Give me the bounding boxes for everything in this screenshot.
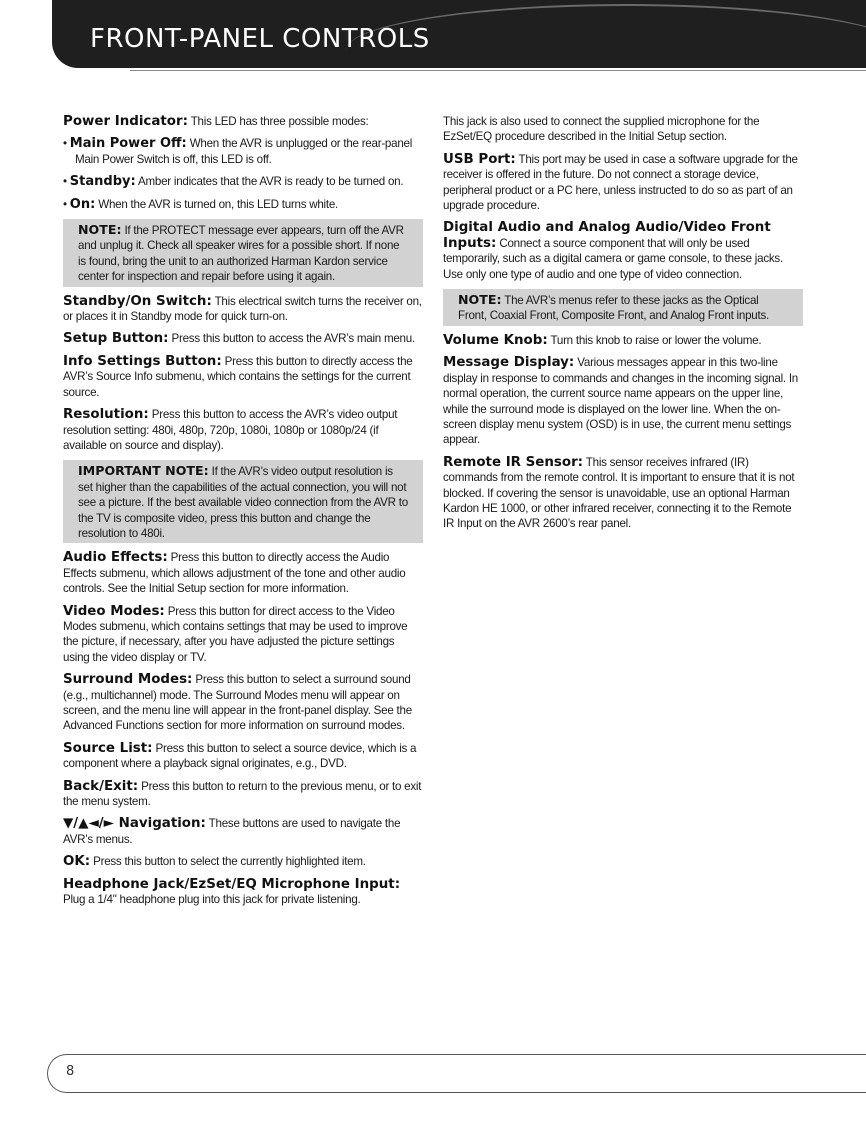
paragraph (443, 152, 803, 214)
body-text: This jack is also used to connect the supplied microphone for the EzSet/EQ procedure described in the Initial Setup section. (443, 115, 760, 144)
lead-term: OK: (63, 854, 91, 870)
body-text: This electrical switch turns the receiver on, or places it in Standby mode for quick turn-on. (63, 294, 422, 324)
body-text: Press this button for direct access to the Video Modes submenu, which contains settings that may be used to improve the picture, if necessary, after you have adjusted the picture settings using the video display or TV. (63, 604, 408, 664)
body-text: If the AVR’s video output resolution is set higher than the capabilities of the actual connection, you will not see a picture. If the best available video connection from the AVR to the TV is composite video, press this button and change the resolution to 480i. (78, 465, 408, 540)
body-text: Press this button to directly access the Audio Effects submenu, which allows adjustment of the tone and other audio controls. See the Initial Setup section for more information. (63, 551, 406, 596)
header-rule (130, 70, 866, 71)
paragraph (63, 294, 423, 325)
lead-term: Standby/On Switch: (63, 293, 212, 309)
body-text: If the PROTECT message ever appears, turn off the AVR and unplug it. Check all speaker wires for a possible short. If none is found, bring the unit to an authorized Harman Kardon service center for inspection and repair before using it again. (78, 224, 404, 284)
page-title: FRONT-PANEL CONTROLS (90, 24, 430, 54)
paragraph (63, 114, 423, 129)
page-number: 8 (66, 1064, 75, 1079)
paragraph (443, 455, 803, 532)
paragraph (63, 779, 423, 810)
lead-term: NOTE: (458, 292, 502, 308)
bullet-icon: • (63, 197, 70, 211)
body-text: Press this button to access the AVR’s main menu. (168, 332, 415, 346)
lead-term: Audio Effects: (63, 550, 168, 566)
paragraph (63, 354, 423, 400)
lead-term: Setup Button: (63, 331, 169, 347)
body-text: Press this button to directly access the AVR’s Source Info submenu, which contains the settings for the current source. (63, 354, 413, 399)
body-text: Press this button to select a surround sound (e.g., multichannel) mode. The Surround Modes menu will appear on screen, and the menu line will appear in the front-panel display. See the Advanced Functions section for more information on surround modes. (63, 673, 412, 733)
body-text: Plug a 1/4" headphone plug into this jack for private listening. (63, 893, 361, 907)
paragraph (63, 604, 423, 666)
body-text: This LED has three possible modes: (187, 115, 369, 128)
body-text: Press this button to select the currently highlighted item. (90, 855, 366, 869)
body-text: Amber indicates that the AVR is ready to be turned on. (135, 175, 404, 189)
lead-term: Main Power Off: (69, 136, 187, 152)
paragraph (63, 407, 423, 453)
bullet-item (63, 197, 423, 212)
note-box (63, 219, 423, 287)
body-text: This sensor receives infrared (IR) commands from the remote control. It is important to ensure that it is not blocked. If covering the sensor is unavoidable, use an optional Harman Kardon HE 1000, or other infrared receiver, connecting it to the Remote IR Input on the AVR 2600’s rear panel. (443, 455, 795, 531)
lead-term: Remote IR Sensor: (443, 454, 584, 470)
lead-term: Source List: (63, 740, 153, 756)
body-text: Turn this knob to raise or lower the volume. (547, 333, 762, 347)
body-text: When the AVR is unplugged or the rear-panel Main Power Switch is off, this LED is off. (75, 137, 413, 166)
left-column (63, 114, 423, 914)
page-header (52, 0, 866, 68)
lead-term: Volume Knob: (443, 332, 548, 348)
bullet-icon: • (63, 175, 70, 189)
paragraph (63, 331, 423, 346)
paragraph (63, 854, 423, 869)
lead-term: Power Indicator: (63, 114, 188, 129)
bullet-item (63, 174, 423, 189)
note-box (443, 289, 803, 326)
paragraph (443, 355, 803, 447)
lead-term: Headphone Jack/EzSet/EQ Microphone Input: (63, 876, 401, 892)
body-text: When the AVR is turned on, this LED turns white. (95, 197, 339, 211)
lead-term: Message Display: (443, 355, 575, 371)
bullet-icon: • (63, 137, 70, 151)
bullet-item (63, 136, 423, 167)
lead-term: ▼/▲◄/► Navigation: (63, 816, 206, 832)
body-text: Press this button to select a source device, which is a component where a playback signal originates, e.g., DVD. (63, 741, 417, 771)
paragraph (63, 741, 423, 772)
lead-term: IMPORTANT NOTE: (78, 463, 209, 479)
paragraph (63, 550, 423, 596)
lead-term: USB Port: (443, 151, 516, 167)
paragraph (63, 816, 423, 847)
lead-term: Back/Exit: (63, 778, 139, 794)
lead-term: On: (69, 196, 96, 212)
right-column (443, 114, 803, 539)
body-text: Various messages appear in this two-line display in response to commands and changes in the incoming signal. In normal operation, the current source name appears on the upper line, while the surround mode is displayed on the lower line. When the on-screen display menu system (OSD) is in use, the current menu settings appear. (443, 356, 799, 447)
paragraph (63, 672, 423, 734)
paragraph (443, 114, 803, 145)
lead-term: Info Settings Button: (63, 353, 222, 369)
body-text: Press this button to return to the previous menu, or to exit the menu system. (63, 779, 422, 809)
paragraph (443, 220, 803, 282)
lead-term: Digital Audio and Analog Audio/Video Front Inputs: (443, 220, 771, 251)
paragraph (443, 333, 803, 348)
note-box (63, 460, 423, 543)
lead-term: NOTE: (78, 222, 122, 238)
lead-term: Resolution: (63, 407, 149, 423)
footer-tab (47, 1054, 866, 1093)
lead-term: Surround Modes: (63, 672, 193, 688)
paragraph (63, 877, 423, 908)
lead-term: Video Modes: (63, 603, 165, 619)
body-text: These buttons are used to navigate the AVR’s menus. (63, 817, 401, 846)
body-text: The AVR’s menus refer to these jacks as the Optical Front, Coaxial Front, Composite Front, and Analog Front inputs. (458, 294, 769, 323)
body-text: Connect a source component that will only be used temporarily, such as a digital camera or game console, to these jacks. Use only one type of audio and one type of video connection. (443, 236, 783, 281)
body-text: This port may be used in case a software upgrade for the receiver is offered in the future. Do not connect a storage device, peripheral product or a PC here, unless instructed to do so as part of an upgrade procedure. (443, 152, 798, 213)
lead-term: Standby: (69, 174, 136, 190)
body-text: Press this button to access the AVR’s video output resolution setting: 480i, 480p, 720p, 1080i, 1080p or 1080p/24 (if available on source and display). (63, 408, 398, 452)
